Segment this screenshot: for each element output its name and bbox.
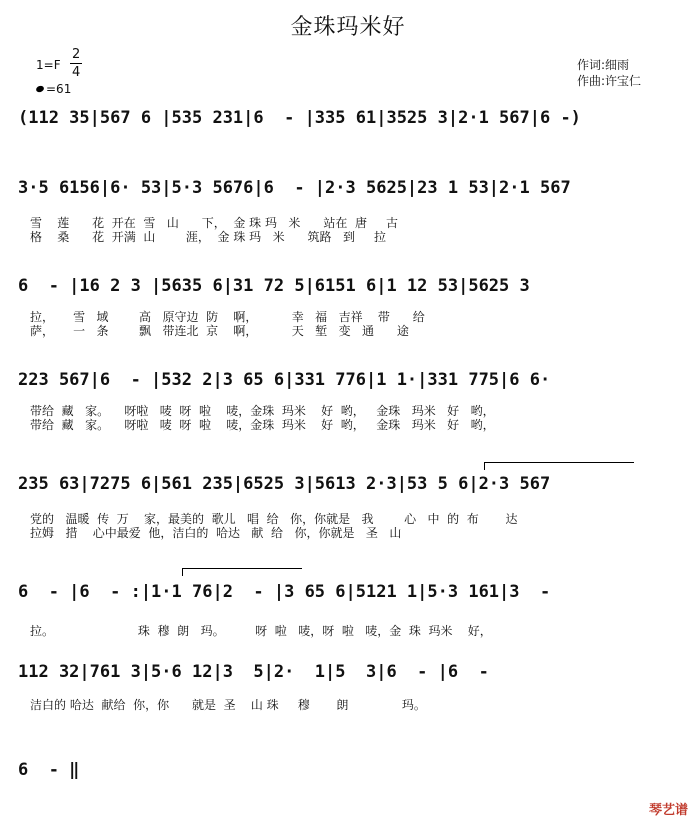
lyric-verse-1: 洁白的 哈达 献给 你，你 就是 圣 山 珠 穆 朗 玛。 [30,698,426,712]
logo: 琴艺谱 [648,803,688,818]
notation-line: 223 567|6 - |532 2|3 65 6|331 776|1 1·|331 775|6 6· [18,370,551,390]
score-row-7 [0,654,696,764]
time-signature-top: 2 [72,47,81,62]
lyric-verse-2: 带给 藏 家。 呀啦 唛 呀 啦 唛，金珠 玛米 好 哟， 金珠 玛米 好 哟， [30,418,495,432]
lyric-verse-1: 雪 莲 花 开在 雪 山 下， 金 珠 玛 米 站在 唐 古 [30,216,399,230]
lyric-verse-1: 拉， 雪 域 高 原守边 防 啊， 幸 福 吉祥 带 给 [30,310,425,324]
volta-bracket [182,568,302,569]
song-title: 金珠玛米好 [290,15,406,40]
notation-line: (112 35|567 6 |535 231|6 - |335 61|3525 3|2·1 567|6 -) [18,108,581,128]
notation-line: 3·5 6156|6· 53|5·3 5676|6 - |2·3 5625|23 1 53|2·1 567 [18,178,571,198]
time-signature-line [70,63,82,64]
lyric-verse-1: 党的 温暖 传 万 家，最美的 歌儿 唱 给 你，你就是 我 心 中 的 布 达 [30,512,518,526]
score-row-8 [0,752,696,792]
lyric-verse-2: 萨， 一 条 飘 带连北 京 啊， 天 堑 变 通 途 [30,324,409,338]
score-row-4 [0,362,696,472]
tempo-marking: =61 [46,82,72,96]
composer-credit: 作曲:许宝仁 [577,74,642,88]
lyric-verse-2: 格 桑 花 开满 山 涯， 金 珠 玛 米 筑路 到 拉 [30,230,387,244]
key-signature: 1=F [36,58,61,72]
notation-line: 6 - |6 - :|1·1 76|2 - |3 65 6|5121 1|5·3 161|3 - [18,582,551,602]
lyric-verse-1: 拉。 珠 穆 朗 玛。 呀 啦 唛，呀 啦 唛，金 珠 玛米 好， [30,624,492,638]
lyric-verse-2: 拉姆 措 心中最爱 他，洁白的 哈达 献 给 你，你就是 圣 山 [30,526,402,540]
lyricist-credit: 作词:细雨 [577,58,630,72]
volta-bracket-edge [182,568,183,576]
volta-bracket-edge [484,462,485,470]
quarter-note-icon [35,85,45,93]
score-row-2 [0,170,696,280]
lyric-verse-1: 带给 藏 家。 呀啦 唛 呀 啦 唛，金珠 玛米 好 哟， 金珠 玛米 好 哟， [30,404,495,418]
volta-bracket [484,462,634,463]
notation-line: 6 - ‖ [18,760,80,780]
notation-line: 6 - |16 2 3 |5635 6|31 72 5|6151 6|1 12 53|5625 3 [18,276,530,296]
time-signature-bottom: 4 [72,65,81,80]
notation-line: 112 32|761 3|5·6 12|3 5|2· 1|5 3|6 - |6 - [18,662,489,682]
score-row-5 [0,466,696,576]
notation-line: 235 63|7275 6|561 235|6525 3|5613 2·3|53 5 6|2·3 567 [18,474,551,494]
